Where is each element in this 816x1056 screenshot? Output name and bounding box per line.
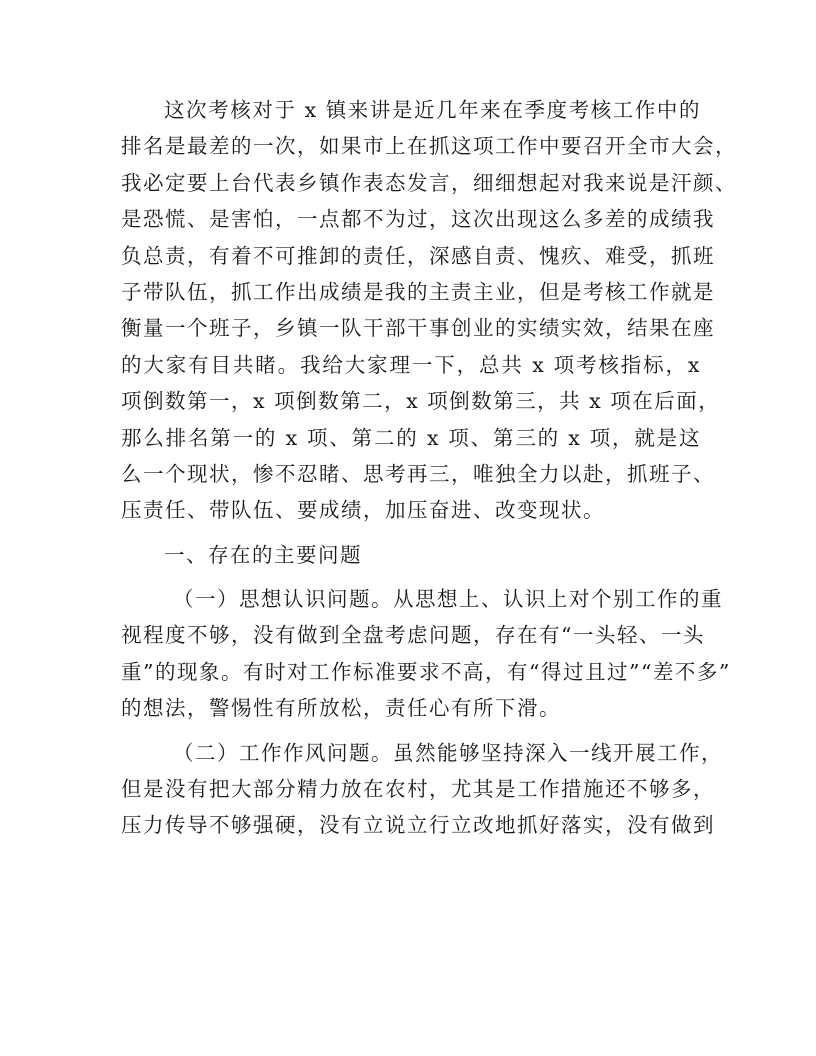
text-line: 但是没有把大部分精力放在农村，尤其是工作措施还不够多， — [121, 777, 715, 802]
paragraph-section-2 — [121, 735, 723, 844]
text-line: 压力传导不够强硬，没有立说立行立改地抓好落实，没有做到 — [121, 813, 715, 838]
text-line: 是恐慌、是害怕，一点都不为过，这次出现这么多差的成绩我 — [121, 207, 715, 232]
text-line: 排名是最差的一次，如果市上在抓这项工作中要召开全市大会， — [121, 134, 737, 159]
text-line: 视程度不够，没有做到全盘考虑问题，存在有“一头轻、一头 — [121, 623, 705, 648]
text-line: 负总责，有着不可推卸的责任，深感自责、愧疚、难受，抓班 — [121, 243, 715, 268]
text-line: （二）工作作风问题。虽然能够坚持深入一线开展工作， — [173, 740, 723, 765]
paragraph-section-1 — [121, 581, 731, 727]
text-line: 我必定要上台代表乡镇作表态发言，细细想起对我来说是汗颜、 — [121, 170, 737, 195]
text-line: 的大家有目共睹。我给大家理一下，总共 x 项考核指标，x — [121, 352, 701, 377]
text-line: 衡量一个班子，乡镇一队干部干事创业的实绩实效，结果在座 — [121, 316, 715, 341]
section-heading — [121, 537, 701, 573]
text-line: 子带队伍，抓工作出成绩是我的主责主业，但是考核工作就是 — [121, 279, 715, 304]
text-line: 项倒数第一，x 项倒数第二，x 项倒数第三，共 x 项在后面， — [121, 389, 721, 414]
text-line: 压责任、带队伍、要成绩，加压奋进、改变现状。 — [121, 498, 605, 523]
heading-line: 一、存在的主要问题 — [164, 542, 362, 567]
text-line: （一）思想认识问题。从思想上、认识上对个别工作的重 — [173, 587, 723, 612]
text-line: 重”的现象。有时对工作标准要求不高，有“得过且过”“差不多” — [121, 659, 731, 684]
text-line: 这次考核对于 x 镇来讲是近几年来在季度考核工作中的 — [164, 98, 701, 122]
text-line: 么一个现状，惨不忍睹、思考再三，唯独全力以赴，抓班子、 — [121, 461, 715, 486]
text-line: 那么排名第一的 x 项、第二的 x 项、第三的 x 项，就是这 — [121, 425, 701, 450]
document-body — [121, 92, 737, 844]
paragraph-intro — [121, 92, 737, 529]
text-line: 的想法，警惕性有所放松，责任心有所下滑。 — [121, 696, 561, 721]
